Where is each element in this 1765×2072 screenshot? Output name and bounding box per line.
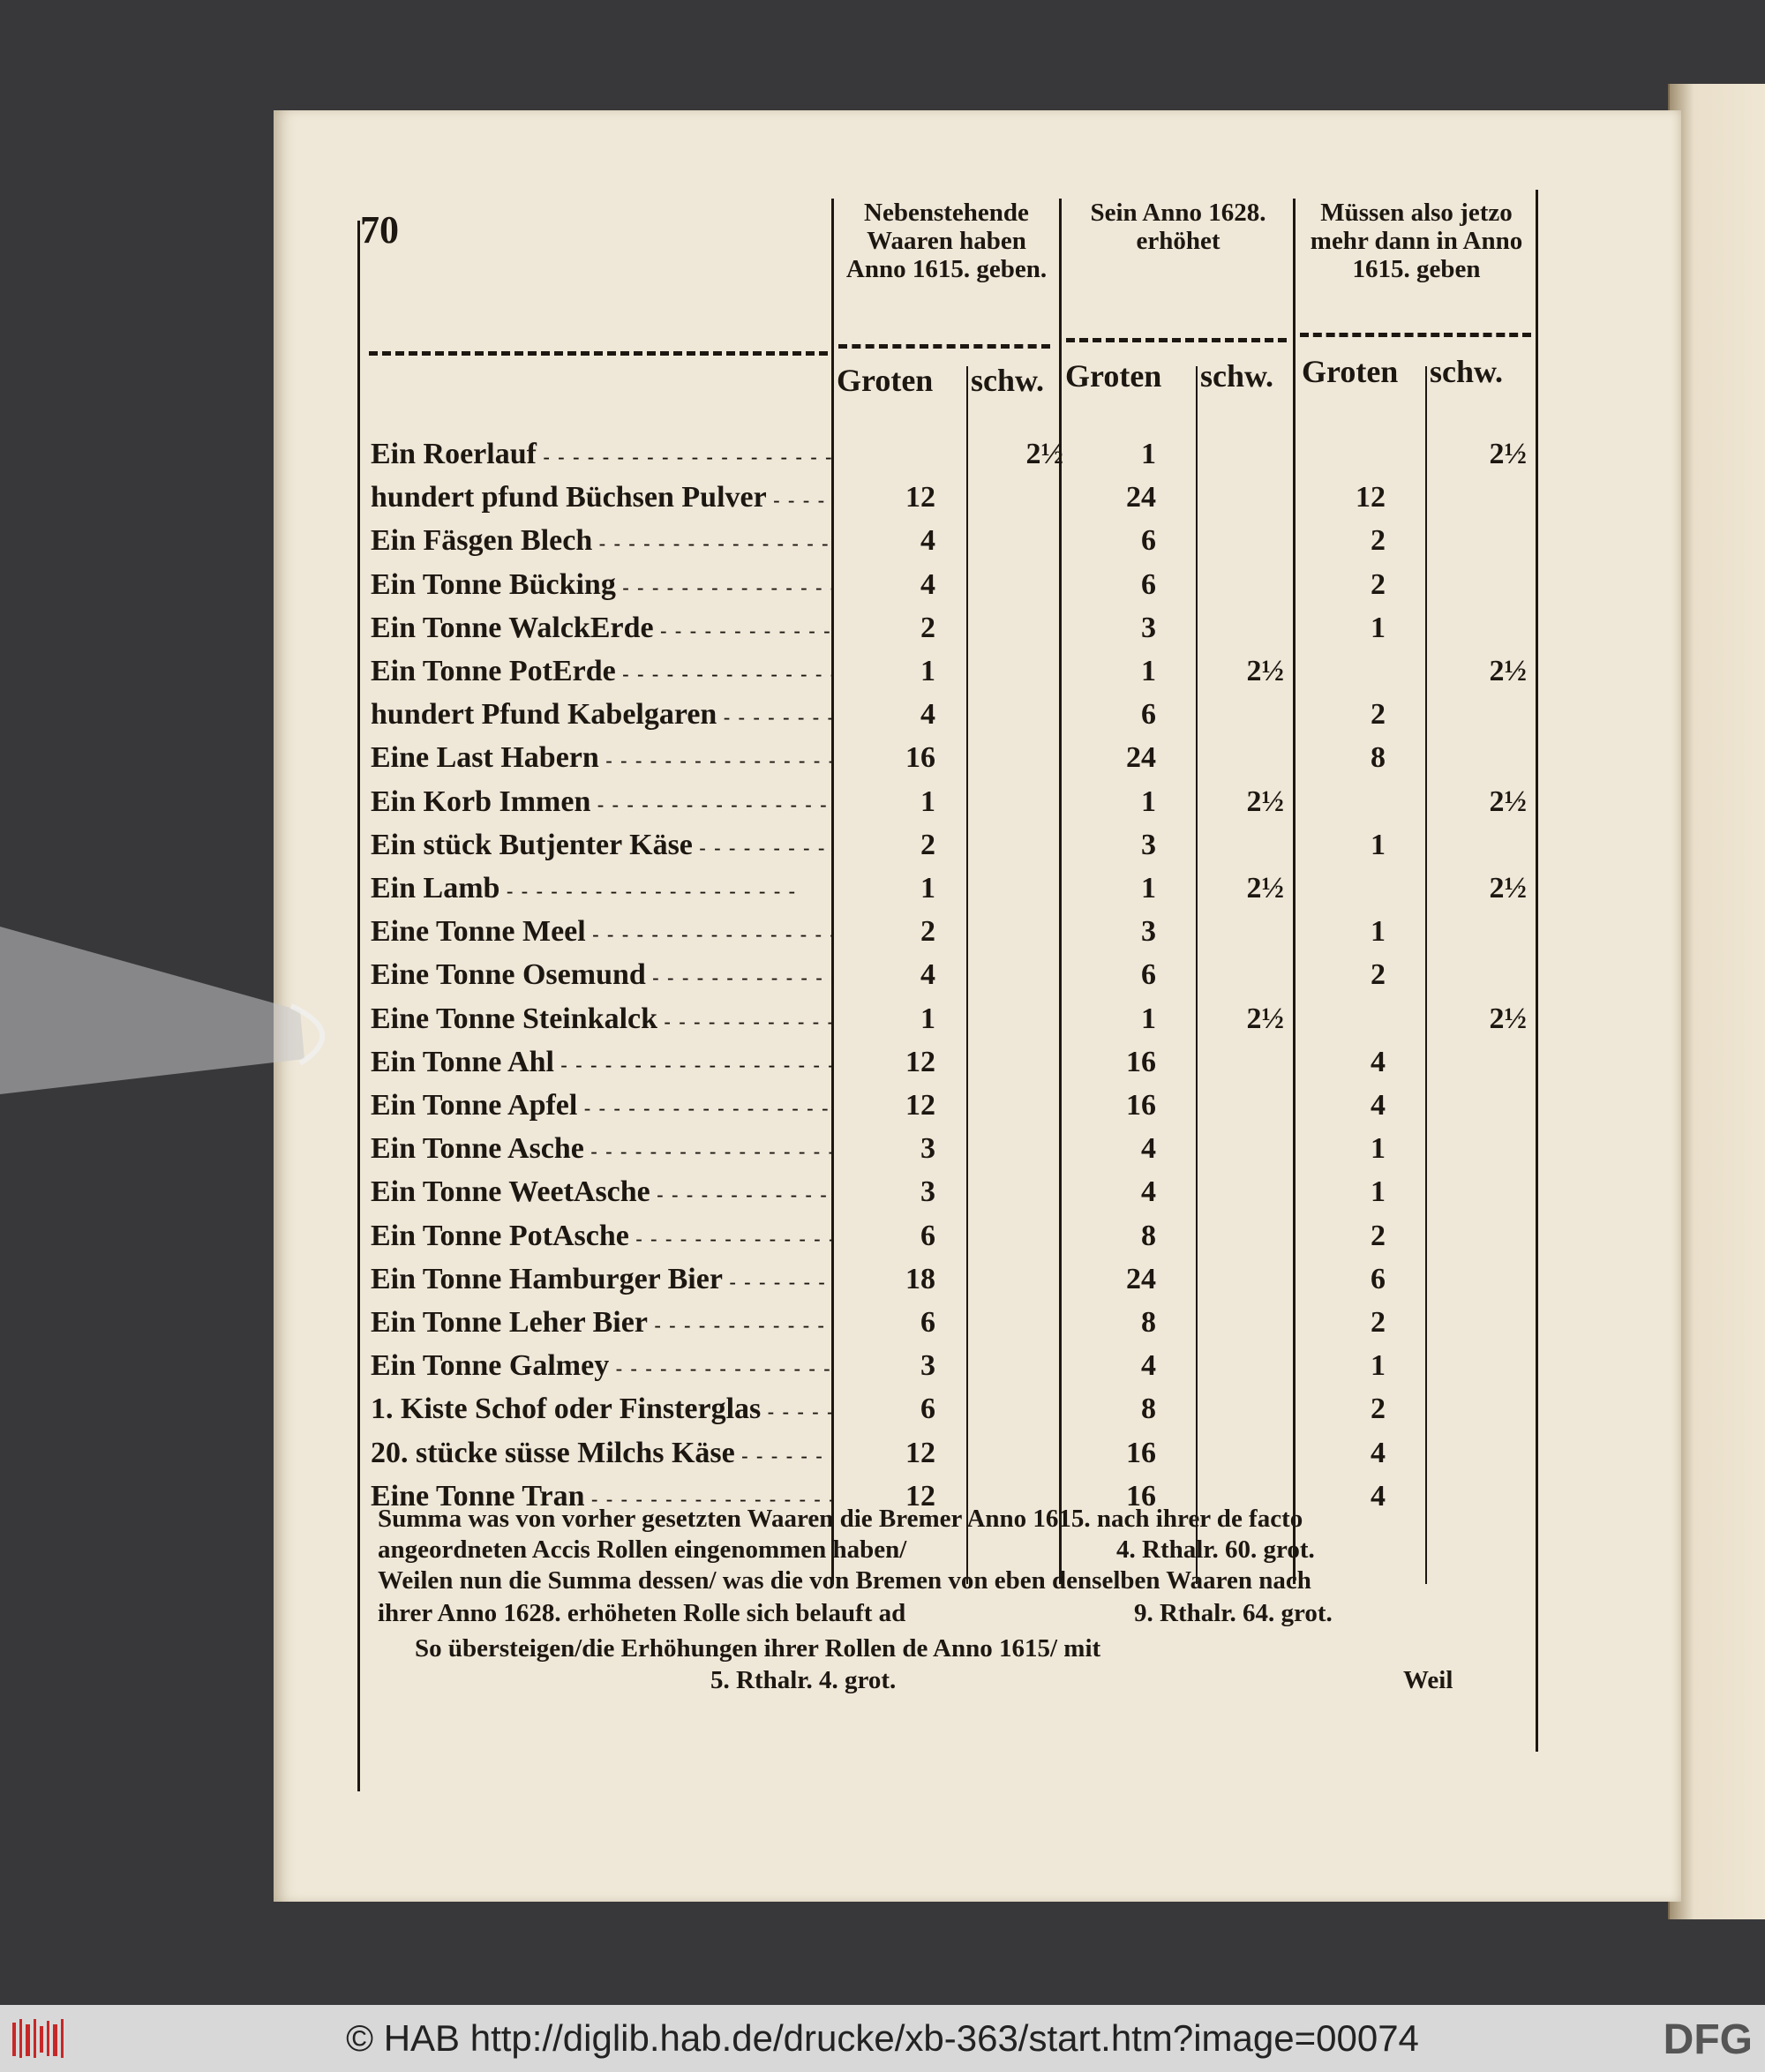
cell-g3: 1 <box>1371 611 1386 644</box>
header-col3: Müssen also jetzo mehr dann in Anno 1615. geben <box>1310 199 1523 283</box>
cell-g1: 3 <box>920 1132 935 1166</box>
cell-g2: 4 <box>1141 1132 1156 1166</box>
table-row <box>371 519 1544 562</box>
cell-s2: 2½ <box>1246 1002 1284 1035</box>
cell-g3: 1 <box>1371 828 1386 861</box>
summary-line-5: So übersteigen/die Erhöhungen ihrer Rollen de Anno 1615/ mit <box>415 1634 1101 1663</box>
cell-g1: 3 <box>920 1349 935 1383</box>
subheader-schw: schw. <box>1200 358 1274 394</box>
document-page <box>274 110 1681 1902</box>
cell-g3: 8 <box>1371 741 1386 775</box>
item-name: Ein Tonne WalckErde - - - <box>371 612 834 645</box>
item-name: Ein Tonne Leher Bier - - - <box>371 1306 834 1340</box>
cell-g3: 2 <box>1371 1393 1386 1426</box>
table-row <box>371 1344 1544 1387</box>
cell-g3: 4 <box>1371 1479 1386 1513</box>
table-row <box>371 910 1544 953</box>
cell-g1: 2 <box>920 611 935 644</box>
cell-s2: 2½ <box>1246 785 1284 818</box>
cell-g2: 6 <box>1141 958 1156 992</box>
book-clip-holder <box>0 918 353 1112</box>
table-row <box>371 1214 1544 1257</box>
table-row <box>371 953 1544 996</box>
subheader-schw: schw. <box>1430 354 1504 389</box>
cell-g2: 3 <box>1141 611 1156 644</box>
cell-g1: 4 <box>920 958 935 992</box>
cell-g3: 4 <box>1371 1045 1386 1078</box>
page-number: 70 <box>360 208 399 251</box>
item-name: Ein Tonne Apfel - - - <box>371 1089 834 1122</box>
cell-g1: 1 <box>920 1002 935 1035</box>
cell-g1: 4 <box>920 567 935 601</box>
cell-g3: 4 <box>1371 1436 1386 1469</box>
cell-g3: 2 <box>1371 1306 1386 1339</box>
table-row <box>371 1431 1544 1475</box>
table-row <box>371 476 1544 519</box>
cell-g1: 18 <box>905 1262 935 1295</box>
table-row <box>371 780 1544 823</box>
cell-g2: 1 <box>1141 872 1156 905</box>
dfg-logo: DFG <box>1663 2016 1753 2063</box>
table-row <box>371 1127 1544 1170</box>
cell-g1: 2 <box>920 915 935 949</box>
item-name: Ein Tonne Ahl - - - <box>371 1046 834 1079</box>
summary-line-2: angeordneten Accis Rollen eingenommen haben/ <box>378 1535 907 1564</box>
table-row <box>371 1301 1544 1344</box>
cell-g2: 24 <box>1126 741 1156 775</box>
item-name: Eine Tonne Osemund - - - <box>371 958 834 992</box>
item-name: hundert Pfund Kabelgaren - - - <box>371 698 834 732</box>
cell-g3: 2 <box>1371 524 1386 558</box>
cell-g3: 2 <box>1371 698 1386 732</box>
table-row <box>371 1084 1544 1127</box>
cell-s3: 2½ <box>1489 438 1527 470</box>
summary-amount-1628: 9. Rthalr. 64. grot. <box>1134 1599 1333 1627</box>
table-row <box>371 1257 1544 1301</box>
cell-g1: 12 <box>905 1479 935 1513</box>
cell-g2: 1 <box>1141 655 1156 687</box>
cell-g2: 3 <box>1141 915 1156 949</box>
cell-g1: 6 <box>920 1219 935 1252</box>
cell-g1: 16 <box>905 741 935 775</box>
subheader-schw: schw. <box>971 363 1045 398</box>
item-name: Ein Tonne PotErde - - - <box>371 655 834 688</box>
table-row <box>371 563 1544 606</box>
cell-s1: 2½ <box>1025 438 1063 470</box>
cell-g2: 4 <box>1141 1349 1156 1383</box>
cell-g3: 6 <box>1371 1262 1386 1295</box>
cell-g3: 12 <box>1356 481 1386 514</box>
cell-g2: 1 <box>1141 785 1156 818</box>
cell-g2: 1 <box>1141 1002 1156 1035</box>
item-name: Eine Tonne Steinkalck - - - <box>371 1002 834 1036</box>
cell-g2: 6 <box>1141 567 1156 601</box>
table-row <box>371 1170 1544 1213</box>
cell-g1: 12 <box>905 1436 935 1469</box>
catchword: Weil <box>1403 1666 1453 1694</box>
cell-g2: 6 <box>1141 698 1156 732</box>
dashed-rule <box>838 344 1050 349</box>
cell-s3: 2½ <box>1489 1002 1527 1035</box>
item-name: Ein stück Butjenter Käse - - - <box>371 829 834 862</box>
item-name: Ein Korb Immen - - - <box>371 785 834 819</box>
cell-g2: 8 <box>1141 1219 1156 1252</box>
cell-g3: 1 <box>1371 1175 1386 1209</box>
item-name: Eine Tonne Tran - - - <box>371 1480 834 1513</box>
item-name: Ein Fäsgen Blech - - - <box>371 524 834 558</box>
cell-g1: 6 <box>920 1306 935 1339</box>
cell-s3: 2½ <box>1489 655 1527 687</box>
cell-g1: 12 <box>905 1089 935 1122</box>
subheader-groten: Groten <box>1065 358 1162 394</box>
cell-g1: 4 <box>920 524 935 558</box>
subheader-groten: Groten <box>837 363 934 398</box>
table-row <box>371 606 1544 649</box>
cell-g1: 1 <box>920 785 935 818</box>
cell-g1: 6 <box>920 1393 935 1426</box>
cell-g2: 8 <box>1141 1393 1156 1426</box>
summary-line-1: Summa was von vorher gesetzten Waaren die Bremer Anno 1615. nach ihrer de facto <box>378 1505 1303 1533</box>
cell-s2: 2½ <box>1246 655 1284 687</box>
item-name: Ein Lamb - - - <box>371 872 834 905</box>
footer-bar <box>0 2005 1765 2072</box>
cell-g3: 2 <box>1371 1219 1386 1252</box>
copyright-url[interactable]: © HAB http://diglib.hab.de/drucke/xb-363/start.htm?image=00074 <box>346 2017 1419 2059</box>
cell-g2: 16 <box>1126 1089 1156 1122</box>
cell-g2: 8 <box>1141 1306 1156 1339</box>
cell-s3: 2½ <box>1489 872 1527 905</box>
summary-line-4: ihrer Anno 1628. erhöheten Rolle sich belauft ad <box>378 1599 906 1627</box>
item-name: Ein Tonne Asche - - - <box>371 1132 834 1166</box>
item-name: Ein Tonne Hamburger Bier - - - <box>371 1263 834 1296</box>
cell-s2: 2½ <box>1246 872 1284 905</box>
item-name: 1. Kiste Schof oder Finsterglas - - - <box>371 1393 834 1426</box>
cell-g2: 24 <box>1126 1262 1156 1295</box>
table-row <box>371 1387 1544 1430</box>
table-row <box>371 432 1544 476</box>
dashed-rule <box>1300 333 1531 337</box>
cell-g1: 1 <box>920 655 935 687</box>
cell-g1: 4 <box>920 698 935 732</box>
cell-g1: 2 <box>920 828 935 861</box>
cell-g3: 2 <box>1371 958 1386 992</box>
item-name: 20. stücke süsse Milchs Käse - - - <box>371 1437 834 1470</box>
item-name: Ein Roerlauf - - - <box>371 438 834 471</box>
item-name: Ein Tonne WeetAsche - - - <box>371 1175 834 1209</box>
table-row <box>371 823 1544 867</box>
item-name: hundert pfund Büchsen Pulver - - - <box>371 481 834 514</box>
dashed-rule <box>1066 338 1287 342</box>
item-name: Eine Last Habern - - - <box>371 741 834 775</box>
cell-g3: 1 <box>1371 1349 1386 1383</box>
next-page-edge <box>1668 84 1765 1919</box>
cell-g2: 1 <box>1141 438 1156 470</box>
table-row <box>371 867 1544 910</box>
dashed-rule <box>369 351 828 356</box>
cell-g2: 16 <box>1126 1045 1156 1078</box>
summary-line-3: Weilen nun die Summa dessen/ was die von Bremen von eben denselben Waaren nach <box>378 1566 1311 1595</box>
table-row <box>371 649 1544 693</box>
header-col2: Sein Anno 1628. erhöhet <box>1090 199 1266 255</box>
cell-g1: 3 <box>920 1175 935 1209</box>
cell-g2: 24 <box>1126 481 1156 514</box>
item-name: Ein Tonne Galmey - - - <box>371 1349 834 1383</box>
cell-g1: 12 <box>905 481 935 514</box>
cell-s3: 2½ <box>1489 785 1527 818</box>
cell-g2: 16 <box>1126 1479 1156 1513</box>
cell-g3: 1 <box>1371 1132 1386 1166</box>
summary-amount-1615: 4. Rthalr. 60. grot. <box>1116 1535 1315 1564</box>
cell-g2: 6 <box>1141 524 1156 558</box>
item-name: Ein Tonne PotAsche - - - <box>371 1220 834 1253</box>
cell-g2: 4 <box>1141 1175 1156 1209</box>
table-left-border <box>357 221 360 1791</box>
item-name: Ein Tonne Bücking - - - <box>371 568 834 602</box>
cell-g3: 2 <box>1371 567 1386 601</box>
cell-g2: 16 <box>1126 1436 1156 1469</box>
table-row <box>371 736 1544 779</box>
item-name: Eine Tonne Meel - - - <box>371 915 834 949</box>
cell-g3: 4 <box>1371 1089 1386 1122</box>
cell-g1: 12 <box>905 1045 935 1078</box>
table-row <box>371 693 1544 736</box>
cell-g2: 3 <box>1141 828 1156 861</box>
table-row <box>371 997 1544 1040</box>
table-row <box>371 1040 1544 1084</box>
subheader-groten: Groten <box>1302 354 1399 389</box>
cell-g1: 1 <box>920 872 935 905</box>
cell-g3: 1 <box>1371 915 1386 949</box>
header-col1: Nebenstehende Waaren haben Anno 1615. geben. <box>845 199 1048 283</box>
summary-difference: 5. Rthalr. 4. grot. <box>710 1666 897 1694</box>
